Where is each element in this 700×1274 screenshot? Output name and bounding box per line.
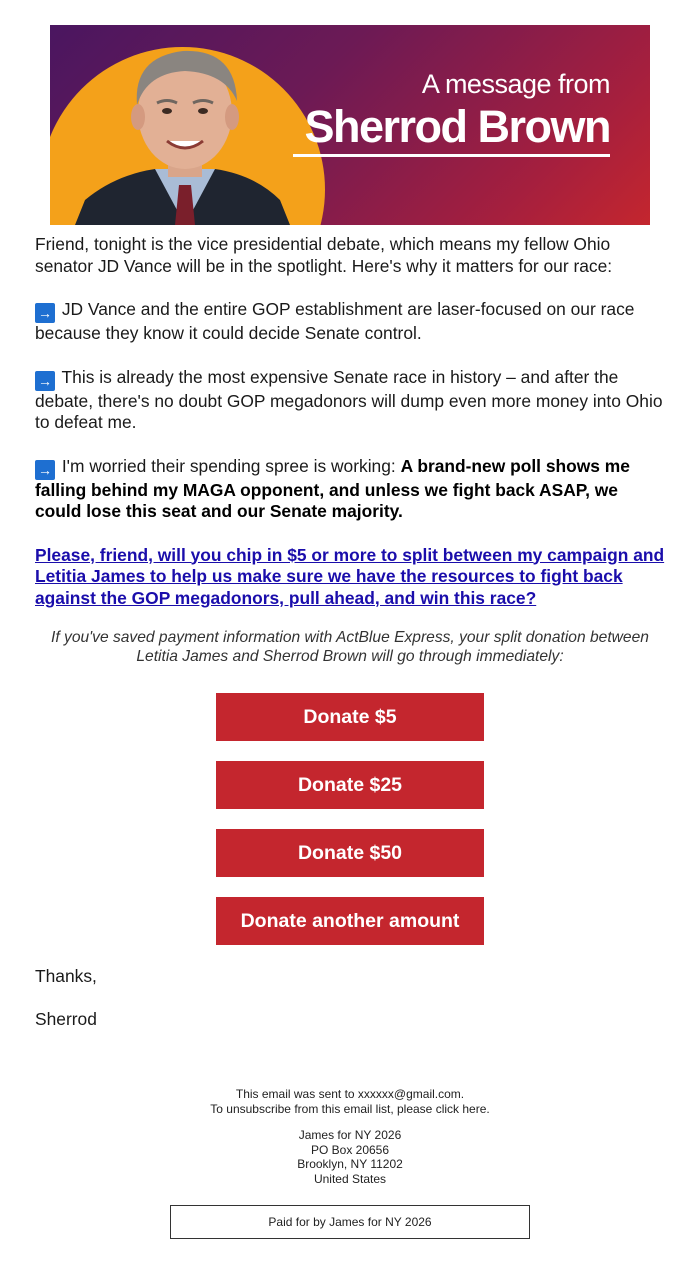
point-paragraph-3 [35, 456, 665, 523]
footer-notice [0, 1087, 700, 1116]
footer-address [0, 1128, 700, 1186]
email-body [35, 234, 665, 631]
unsubscribe-label: To unsubscribe from this email list, please [210, 1101, 436, 1116]
arrow-right-icon: → [35, 303, 55, 323]
point-text-1: JD Vance and the entire GOP establishment are laser-focused on our race because they know it could decide Senate control. [35, 299, 635, 343]
ask-paragraph [35, 545, 665, 610]
banner-subtitle: A message from [421, 69, 610, 99]
header-banner [50, 25, 650, 225]
sent-to-line [0, 1087, 700, 1102]
actblue-express-note: If you've saved payment information with ActBlue Express, your split donation between Letitia James and Sherrod Brown will go through immediately: [51, 629, 649, 665]
point-text-3: I'm worried their spending spree is working: [61, 455, 396, 476]
address-line-3: Brooklyn, NY 11202 [297, 1157, 403, 1171]
arrow-right-icon: → [35, 371, 55, 391]
sent-to-label: This email was sent to [235, 1087, 358, 1101]
point-text-3-bold: A brand-new poll shows me falling behind my MAGA opponent, and unless we fight back ASAP, we could lose this seat and our Senate majority. [35, 455, 630, 521]
donate-50-button[interactable]: Donate $50 [216, 829, 484, 877]
signoff-name: Sherrod [35, 1009, 97, 1029]
banner-underline [293, 154, 610, 157]
unsubscribe-line [0, 1102, 700, 1117]
address-line-1: James for NY 2026 [298, 1128, 402, 1142]
point-paragraph-2 [35, 367, 665, 434]
unsubscribe-link[interactable]: click here. [435, 1101, 490, 1116]
address-line-2: PO Box 20656 [310, 1142, 390, 1157]
donate-5-button[interactable]: Donate $5 [216, 693, 484, 741]
banner-title: Sherrod Brown [304, 101, 610, 152]
point-paragraph-1 [35, 299, 665, 345]
address-line-4: United States [313, 1171, 387, 1186]
recipient-email: xxxxxx@gmail.com. [357, 1087, 465, 1101]
signoff-thanks: Thanks, [35, 966, 97, 986]
paid-for-disclaimer: Paid for by James for NY 2026 [170, 1205, 530, 1239]
donate-25-button[interactable]: Donate $25 [216, 761, 484, 809]
donate-other-amount-button[interactable]: Donate another amount [216, 897, 484, 945]
arrow-right-icon: → [35, 460, 55, 480]
point-text-2: This is already the most expensive Senate race in history – and after the debate, there's no doubt GOP megadonors will dump even more money into Ohio to defeat me. [35, 366, 663, 432]
donation-ask-link[interactable]: Please, friend, will you chip in $5 or more to split between my campaign and Letitia James to help us make sure we have the resources to fight back against the GOP megadonors, pull ahead, and win this race? [35, 544, 665, 608]
candidate-photo [75, 35, 295, 225]
intro-paragraph: Friend, tonight is the vice presidential debate, which means my fellow Ohio senator JD Vance will be in the spotlight. Here's why it matters for our race: [35, 234, 613, 276]
